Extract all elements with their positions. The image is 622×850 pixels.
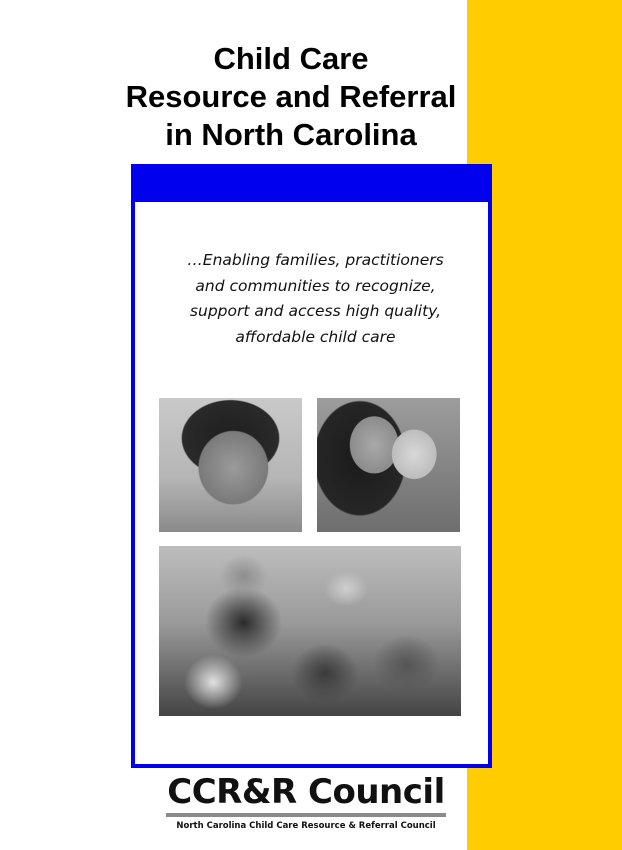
logo-underline [166, 813, 446, 817]
tagline-line-3: support and access high quality, [189, 302, 442, 320]
logo-subtitle: North Carolina Child Care Resource & Referral Council [176, 821, 436, 831]
panel-header-band [135, 168, 488, 202]
photo-children-group [159, 546, 461, 716]
ccrr-council-logo [166, 772, 446, 831]
document-title [100, 40, 482, 154]
title-line-1: Child Care [213, 41, 369, 76]
tagline-line-2: and communities to recognize, [195, 276, 436, 295]
photo-mother-and-baby [317, 398, 460, 532]
title-line-2: Resource and Referral [125, 79, 457, 114]
title-line-3: in North Carolina [165, 117, 417, 152]
logo-name: CCR&R Council [167, 772, 445, 812]
tagline-line-4: affordable child care [235, 327, 396, 346]
tagline-line-1: …Enabling families, practitioners [187, 251, 444, 269]
tagline [158, 248, 473, 350]
photo-smiling-girl [159, 398, 302, 532]
content-panel [131, 164, 492, 768]
